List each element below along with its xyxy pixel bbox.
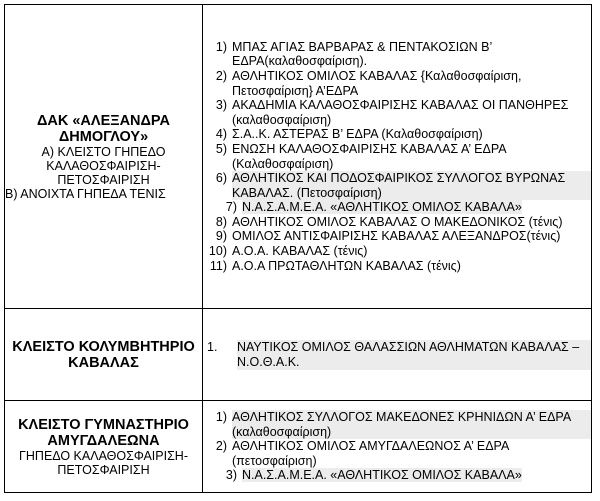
club-list-item [203, 142, 591, 171]
club-name: ΕΝΩΣΗ ΚΑΛΑΘΟΣΦΑΙΡΙΣΗΣ ΚΑΒΑΛΑΣ Α’ ΕΔΡΑ (Καλαθοσφαίριση) [232, 141, 506, 171]
venue-cell [5, 401, 203, 493]
clubs-cell [203, 5, 592, 309]
club-number: 2) [215, 68, 227, 83]
club-name: ΑΘΛΗΤΙΚΟΣ ΟΜΙΛΟΣ ΑΜΥΓΔΑΛΕΩΝΟΣ Α’ ΕΔΡΑ (πετοσφαίριση) [232, 439, 509, 468]
club-number: 8) [215, 214, 227, 229]
club-list-item [203, 410, 591, 439]
club-name: ΑΘΛΗΤΙΚΟΣ ΚΑΙ ΠΟΔΟΣΦΑΙΡΙΚΟΣ ΣΥΛΛΟΓΟΣ ΒΥΡΩΝΑΣ ΚΑΒΑΛΑΣ. (Πετοσφαίριση) [232, 171, 591, 200]
clubs-cell [203, 401, 592, 493]
club-name: ΑΘΛΗΤΙΚΟΣ ΟΜΙΛΟΣ ΚΑΒΑΛΑΣ {Καλαθοσφαίριση, Πετοσφαίριση} Α’ΕΔΡΑ [232, 68, 522, 98]
club-name: ΟΜΙΛΟΣ ΑΝΤΙΣΦΑΙΡΙΣΗΣ ΚΑΒΑΛΑΣ ΑΛΕΞΑΝΔΡΟΣ(τένις) [232, 229, 561, 244]
club-number: 9) [215, 229, 227, 244]
venue-cell [5, 5, 203, 309]
club-number: 6) [215, 171, 227, 186]
club-name: Ν.Α.Σ.Α.Μ.Ε.Α. «ΑΘΛΗΤΙΚΟΣ ΟΜΙΛΟΣ ΚΑΒΑΛΑ» [242, 200, 522, 215]
club-number: 7) [225, 200, 237, 215]
venue-title: ΚΛΕΙΣΤΟ ΚΟΛΥΜΒΗΤΗΡΙΟ ΚΑΒΑΛΑΣ [12, 338, 195, 371]
club-number: 2) [215, 439, 227, 454]
club-name: ΝΑΥΤΙΚΟΣ ΟΜΙΛΟΣ ΘΑΛΑΣΣΙΩΝ ΑΘΛΗΜΑΤΩΝ ΚΑΒΑΛΑΣ – Ν.Ο.Θ.Α.Κ. [237, 340, 591, 370]
venue-cell [5, 309, 203, 401]
club-name: ΜΠΑΣ ΑΓΙΑΣ ΒΑΡΒΑΡΑΣ & ΠΕΝΤΑΚΟΣΙΩΝ Β’ ΕΔΡΑ(καλαθοσφαίριση). [232, 39, 492, 69]
club-list-item [203, 127, 591, 142]
club-list-item [203, 468, 591, 483]
club-list-item [203, 98, 591, 127]
venue-facility-line: Β) ΑΝΟΙΧΤΑ ΓΗΠΕΔΑ ΤΕΝΙΣ [5, 186, 166, 201]
clubs-cell [203, 309, 592, 401]
club-name: Ν.Α.Σ.Α.Μ.Ε.Α. «ΑΘΛΗΤΙΚΟΣ ΟΜΙΛΟΣ ΚΑΒΑΛΑ» [242, 468, 522, 483]
club-number: 4) [215, 127, 227, 142]
club-list-item [203, 439, 591, 468]
club-list-item [203, 340, 591, 370]
club-number: 11) [209, 258, 227, 273]
venue-row [5, 401, 592, 493]
club-list-item [203, 229, 591, 244]
club-number: 3) [225, 468, 237, 483]
club-number: 3) [215, 98, 227, 113]
club-name: ΑΘΛΗΤΙΚΟΣ ΟΜΙΛΟΣ ΚΑΒΑΛΑΣ Ο ΜΑΚΕΔΟΝΙΚΟΣ (τένις) [232, 214, 563, 229]
club-list-item [203, 259, 591, 274]
club-list-item [203, 69, 591, 98]
venue-title: ΚΛΕΙΣΤΟ ΓΥΜΝΑΣΤΗΡΙΟ ΑΜΥΓΔΑΛΕΩΝΑ [18, 416, 189, 449]
club-list-item [203, 244, 591, 259]
club-number: 5) [215, 141, 227, 156]
club-name: ΑΚΑΔΗΜΙΑ ΚΑΛΑΘΟΣΦΑΙΡΙΣΗΣ ΚΑΒΑΛΑΣ ΟΙ ΠΑΝΘΗΡΕΣ (καλαθοσφαίριση) [232, 98, 569, 127]
club-number: 10) [208, 244, 227, 259]
venue-row [5, 309, 592, 401]
club-list-item [203, 215, 591, 230]
club-number: 1) [215, 39, 227, 54]
club-number: 1. [207, 339, 218, 354]
club-list-item [203, 171, 591, 200]
club-list-item [203, 200, 591, 215]
club-name: Σ.Α..Κ. ΑΣΤΕΡΑΣ Β’ ΕΔΡΑ (Καλαθοσφαίριση) [232, 127, 483, 142]
venue-facility-line: ΓΗΠΕΔΟ ΚΑΛΑΘΟΣΦΑΙΡΙΣΗ- ΠΕΤΟΣΦΑΙΡΙΣΗ [19, 448, 188, 477]
club-name: Α.Ο.Α ΠΡΩΤΑΘΛΗΤΩΝ ΚΑΒΑΛΑΣ (τένις) [232, 258, 461, 273]
club-number: 1) [215, 410, 227, 425]
club-list-item [203, 40, 591, 69]
venue-facility-line: Α) ΚΛΕΙΣΤΟ ΓΗΠΕΔΟ ΚΑΛΑΘΟΣΦΑΙΡΙΣΗ- ΠΕΤΟΣΦΑΙΡΙΣΗ [41, 144, 166, 187]
club-name: Α.Ο.Α. ΚΑΒΑΛΑΣ (τένις) [232, 244, 368, 259]
club-name: ΑΘΛΗΤΙΚΟΣ ΣΥΛΛΟΓΟΣ ΜΑΚΕΔΟΝΕΣ ΚΡΗΝΙΔΩΝ Α’ ΕΔΡΑ (καλαθοσφαίριση) [232, 410, 591, 439]
venue-title: ΔΑΚ «ΑΛΕΞΑΝΔΡΑ ΔΗΜΟΓΛΟΥ» [36, 112, 171, 145]
venues-table [4, 4, 592, 493]
venue-row [5, 5, 592, 309]
